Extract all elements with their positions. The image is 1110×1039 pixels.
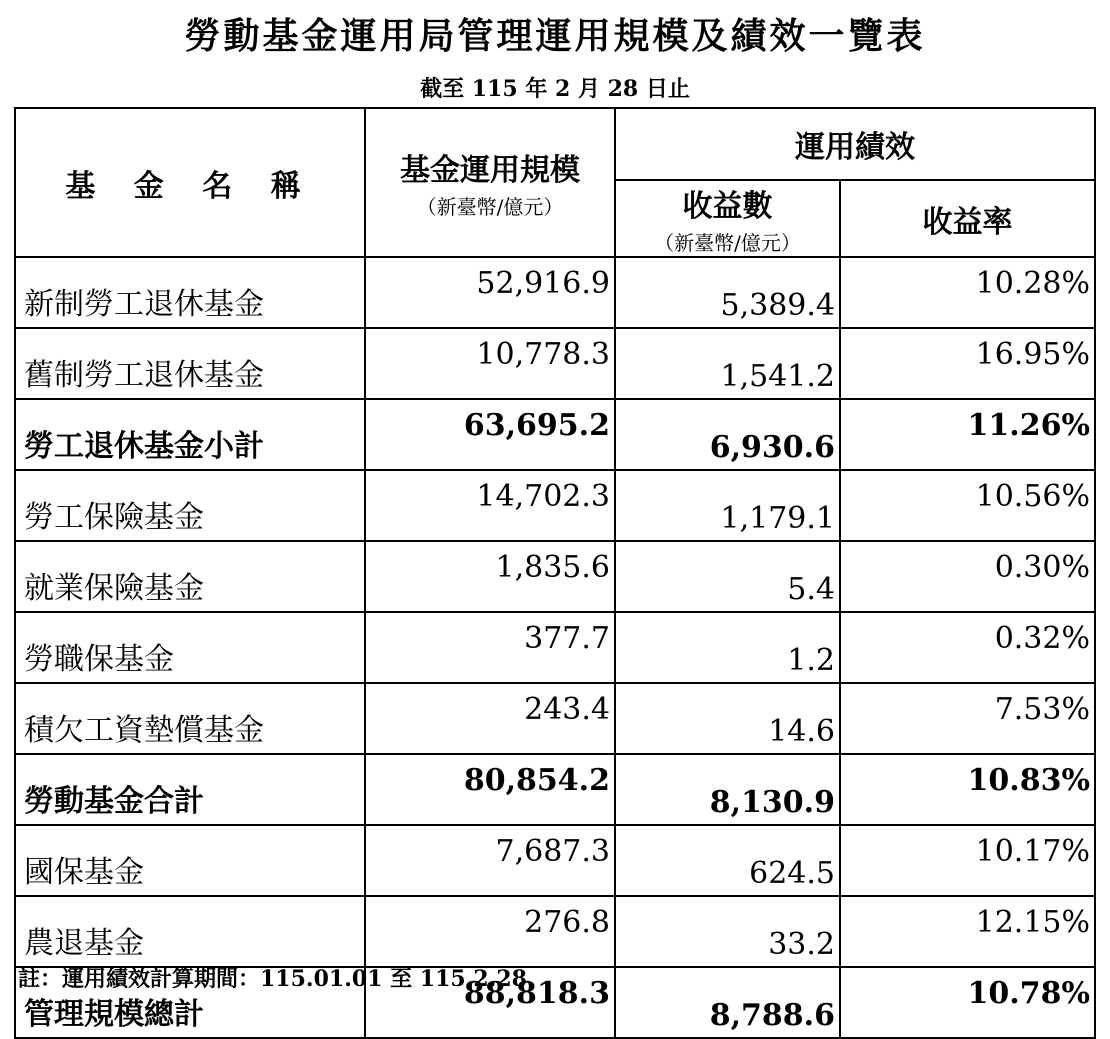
row-scale: 10,778.3 [365,328,615,399]
table-row-wage-arrears [15,683,1095,754]
row-scale: 14,702.3 [365,470,615,541]
row-rate: 10.78% [840,967,1095,1038]
row-income: 6,930.6 [615,399,840,470]
row-income: 1,179.1 [615,470,840,541]
table-row-labor-pension-subtotal [15,399,1095,470]
row-income: 1.2 [615,612,840,683]
row-rate: 12.15% [840,896,1095,967]
row-name: 新制勞工退休基金 [15,257,365,328]
row-name: 農退基金 [15,896,365,967]
row-income: 8,788.6 [615,967,840,1038]
row-scale: 243.4 [365,683,615,754]
fund-table [14,107,1096,1039]
row-name: 積欠工資墊償基金 [15,683,365,754]
row-name: 勞工保險基金 [15,470,365,541]
header-scale-label: 基金運用規模 [400,153,580,188]
table-row-national-pension [15,825,1095,896]
header-income [615,180,840,257]
row-income: 624.5 [615,825,840,896]
row-rate: 0.32% [840,612,1095,683]
table-row-farmer-pension [15,896,1095,967]
row-rate: 10.17% [840,825,1095,896]
row-income: 5.4 [615,541,840,612]
row-rate: 16.95% [840,328,1095,399]
row-name: 管理規模總計 [15,967,365,1038]
footnote: 註：運用績效計算期間：115.01.01 至 115.2.28 [18,966,527,992]
row-name: 國保基金 [15,825,365,896]
row-name: 勞工退休基金小計 [15,399,365,470]
row-income: 33.2 [615,896,840,967]
header-rate: 收益率 [840,180,1095,257]
row-rate: 11.26% [840,399,1095,470]
row-rate: 10.28% [840,257,1095,328]
row-rate: 10.56% [840,470,1095,541]
table-row-labor-funds-total [15,754,1095,825]
row-scale: 80,854.2 [365,754,615,825]
page-title: 勞動基金運用局管理運用規模及績效一覽表 [184,15,926,57]
header-scale [365,108,615,257]
table-row-new-labor-pension [15,257,1095,328]
table-row-old-labor-pension [15,328,1095,399]
row-scale: 52,916.9 [365,257,615,328]
row-rate: 7.53% [840,683,1095,754]
header-income-label: 收益數 [682,189,773,224]
header-scale-unit: （新臺幣/億元） [416,195,564,219]
row-name: 勞職保基金 [15,612,365,683]
row-rate: 0.30% [840,541,1095,612]
table-row-occupational-insurance [15,612,1095,683]
row-scale: 276.8 [365,896,615,967]
row-scale: 63,695.2 [365,399,615,470]
row-income: 8,130.9 [615,754,840,825]
header-income-unit: （新臺幣/億元） [654,231,801,255]
row-scale: 88,818.3 [365,967,615,1038]
row-income: 1,541.2 [615,328,840,399]
row-name: 舊制勞工退休基金 [15,328,365,399]
table-row-employment-insurance [15,541,1095,612]
row-scale: 1,835.6 [365,541,615,612]
row-income: 5,389.4 [615,257,840,328]
row-scale: 377.7 [365,612,615,683]
row-income: 14.6 [615,683,840,754]
row-name: 就業保險基金 [15,541,365,612]
row-scale: 7,687.3 [365,825,615,896]
header-fund-name: 基 金 名 稱 [15,108,365,257]
header-performance: 運用績效 [615,108,1095,180]
page-subtitle: 截至 115 年 2 月 28 日止 [420,76,690,102]
table-row-labor-insurance [15,470,1095,541]
row-rate: 10.83% [840,754,1095,825]
row-name: 勞動基金合計 [15,754,365,825]
